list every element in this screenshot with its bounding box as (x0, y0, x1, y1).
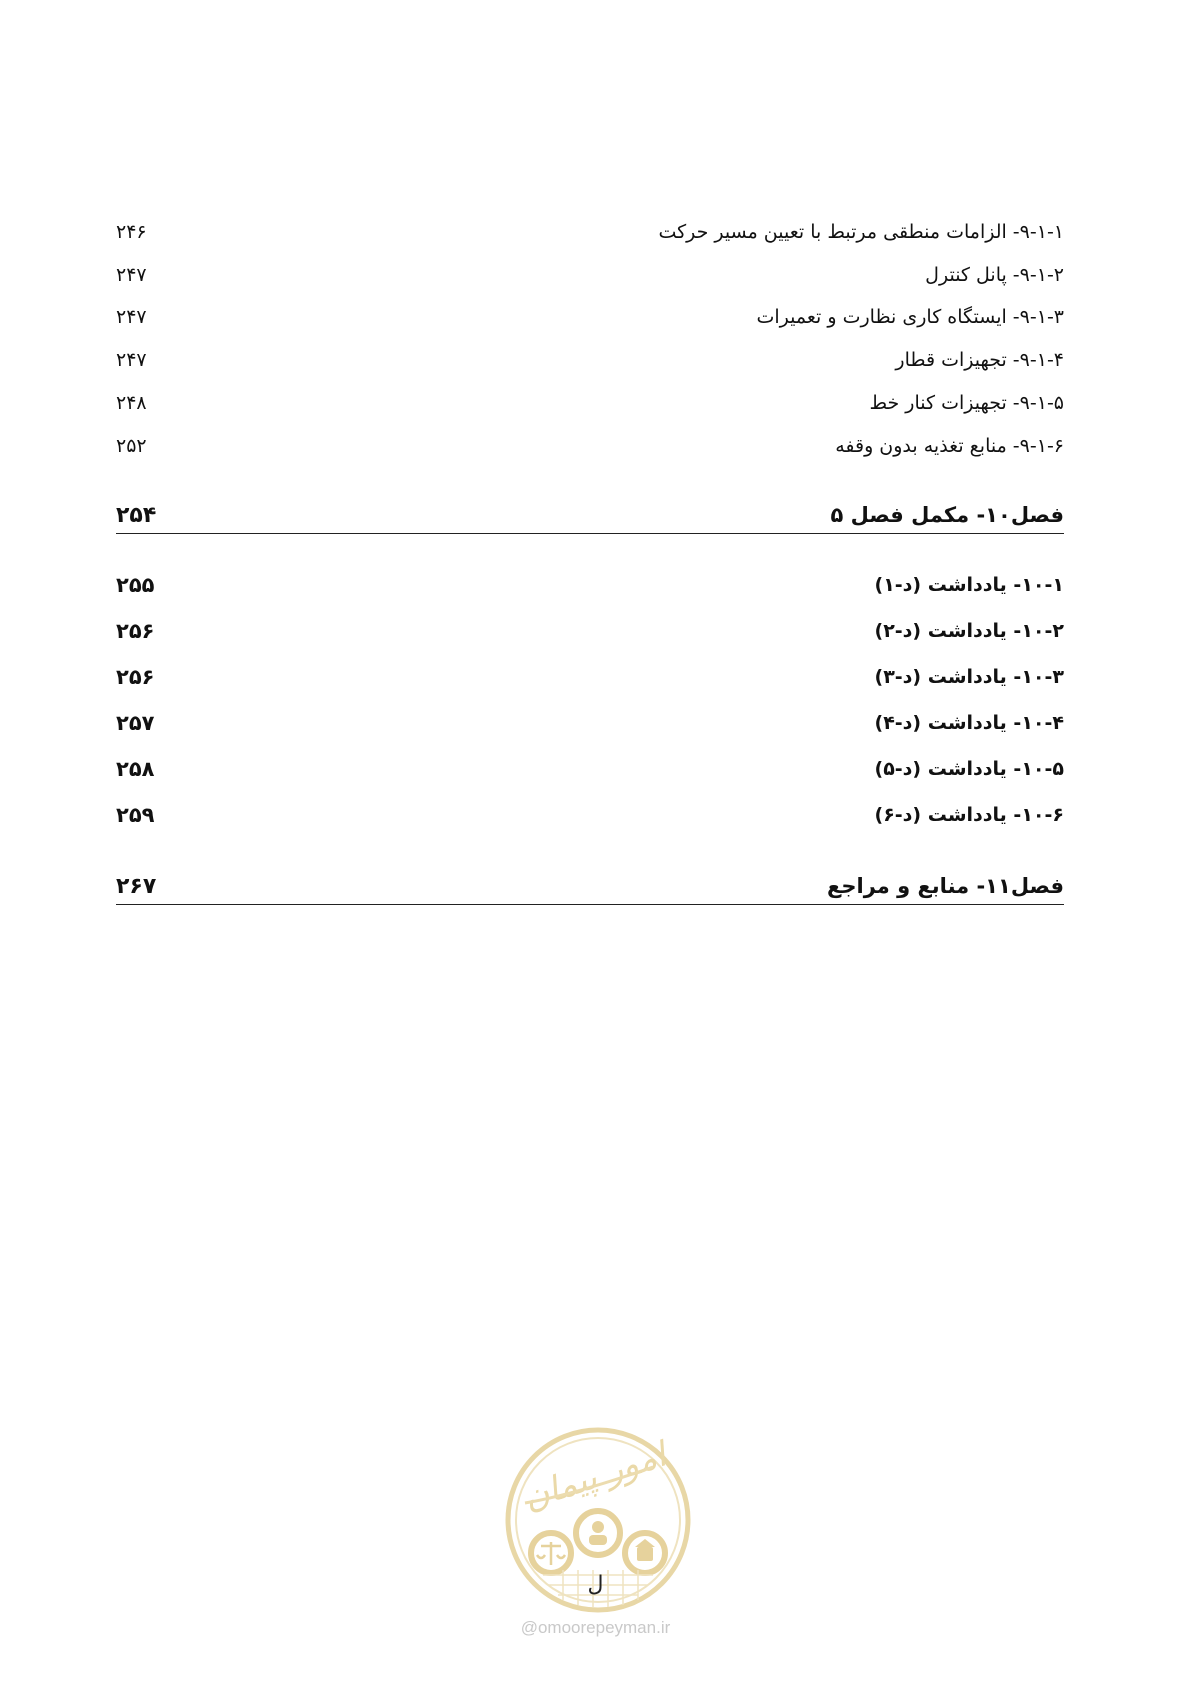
toc-entry[interactable] (116, 342, 1064, 378)
toc-entry-page: ۲۵۷ (116, 711, 155, 735)
toc-entry[interactable] (116, 299, 1064, 335)
toc-entry-page: ۲۴۷ (116, 264, 147, 286)
scale-icon (537, 1542, 565, 1565)
toc-note-entry[interactable] (116, 659, 1064, 695)
toc-entry-label: ۹-۱-۶- منابع تغذیه بدون وقفه (835, 435, 1064, 457)
toc-entry-page: ۲۴۶ (116, 221, 147, 243)
toc-entry[interactable] (116, 428, 1064, 464)
chapter-page: ۲۶۷ (116, 873, 157, 899)
toc-entry-label: ۱۰-۶- یادداشت (د-۶) (874, 804, 1064, 826)
toc-entry-page: ۲۴۸ (116, 392, 147, 414)
toc-chapter-11[interactable] (116, 868, 1064, 905)
chapter-title: فصل۱۱- منابع و مراجع (827, 874, 1064, 898)
toc-note-entry[interactable] (116, 613, 1064, 649)
toc-entry-label: ۹-۱-۴- تجهیزات قطار (895, 349, 1064, 371)
toc-entry-label: ۱۰-۲- یادداشت (د-۲) (874, 620, 1064, 642)
toc-note-entry[interactable] (116, 567, 1064, 603)
toc-note-entry[interactable] (116, 751, 1064, 787)
toc-entry-page: ۲۵۶ (116, 665, 155, 689)
toc-entry-label: ۱۰-۳- یادداشت (د-۳) (874, 666, 1064, 688)
toc-entry[interactable] (116, 214, 1064, 250)
toc-entry-page: ۲۴۷ (116, 349, 147, 371)
toc-entry-label: ۱۰-۴- یادداشت (د-۴) (874, 712, 1064, 734)
toc-entry-label: ۱۰-۱- یادداشت (د-۱) (874, 574, 1064, 596)
building-icon (635, 1539, 655, 1561)
toc-entry-page: ۲۵۹ (116, 803, 155, 827)
toc-chapter-10[interactable] (116, 497, 1064, 534)
website-watermark: @omoorepeyman.ir (520, 1618, 671, 1637)
toc-entry-label: ۹-۱-۵- تجهیزات کنار خط (869, 392, 1064, 414)
chapter-page: ۲۵۴ (116, 502, 157, 528)
toc-entry-page: ۲۵۲ (116, 435, 147, 457)
toc-entry-page: ۲۵۵ (116, 573, 155, 597)
watermark-text: امور پیمان (518, 1434, 671, 1519)
toc-note-entry[interactable] (116, 797, 1064, 833)
toc-entry-label: ۹-۱-۲- پانل کنترل (925, 264, 1064, 286)
toc-entry-label: ۹-۱-۳- ایستگاه کاری نظارت و تعمیرات (756, 306, 1064, 328)
person-icon (589, 1521, 607, 1545)
toc-entry-page: ۲۵۸ (116, 757, 155, 781)
toc-entry-label: ۹-۱-۱- الزامات منطقی مرتبط با تعیین مسیر حرکت (658, 221, 1064, 243)
toc-entry-label: ۱۰-۵- یادداشت (د-۵) (874, 758, 1064, 780)
chapter-title: فصل۱۰- مکمل فصل ۵ (830, 503, 1064, 527)
toc-entry[interactable] (116, 257, 1064, 293)
page-number: ل (587, 1572, 604, 1597)
toc-note-entry[interactable] (116, 705, 1064, 741)
toc-entry[interactable] (116, 385, 1064, 421)
toc-entry-page: ۲۵۶ (116, 619, 155, 643)
toc-entry-page: ۲۴۷ (116, 306, 147, 328)
